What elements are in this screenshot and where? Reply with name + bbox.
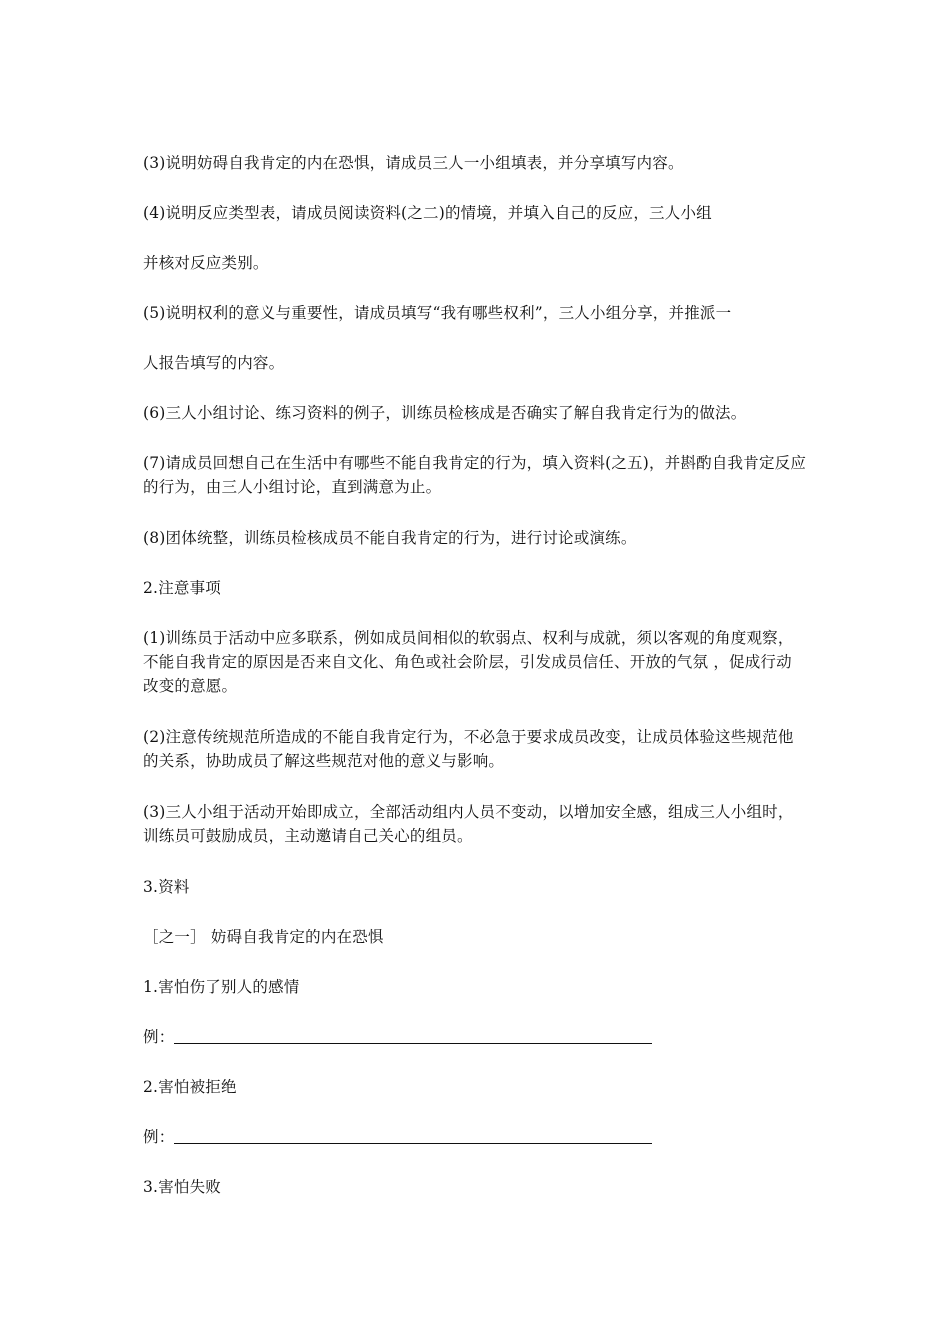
fear-item-1: 1.害怕伤了别人的感情 <box>143 978 300 996</box>
step-4-text-line1: (4)说明反应类型表，请成员阅读资料(之二)的情境，并填入自己的反应，三人小组 <box>143 204 712 222</box>
example-fill-blank-1[interactable] <box>174 1027 652 1044</box>
step-4-text-line2: 并核对反应类别。 <box>143 254 269 272</box>
step-3-text: (3)说明妨碍自我肯定的内在恐惧，请成员三人一小组填表，并分享填写内容。 <box>143 154 684 172</box>
fear-item-2: 2.害怕被拒绝 <box>143 1078 237 1096</box>
section-heading-materials: 3.资料 <box>143 878 190 896</box>
example-row-2 <box>143 1125 811 1149</box>
note-1-text: (1)训练员于活动中应多联系，例如成员间相似的软弱点、权利与成就，须以客观的角度观察，不能自我肯定的原因是否来自文化、角色或社会阶层，引发成员信任、开放的气氛 ，促成行动改变的意愿。 <box>143 629 794 695</box>
step-8-text: (8)团体统整，训练员检核成员不能自我肯定的行为，进行讨论或演练。 <box>143 529 637 547</box>
step-6-text: (6)三人小组讨论、练习资料的例子，训练员检核成是否确实了解自我肯定行为的做法。 <box>143 404 747 422</box>
example-label: 例： <box>143 1128 175 1146</box>
step-5-text-line1: (5)说明权利的意义与重要性，请成员填写“我有哪些权利”，三人小组分享，并推派一 <box>143 304 732 322</box>
step-5-text-line2: 人报告填写的内容。 <box>143 354 285 372</box>
section-heading-notes: 2.注意事项 <box>143 579 221 597</box>
example-label: 例： <box>143 1028 175 1046</box>
material-1-title: ［之一］ 妨碍自我肯定的内在恐惧 <box>143 928 384 946</box>
note-2-text: (2)注意传统规范所造成的不能自我肯定行为，不必急于要求成员改变，让成员体验这些规范他的关系，协助成员了解这些规范对他的意义与影响。 <box>143 728 794 770</box>
example-row-1 <box>143 1025 811 1049</box>
step-7-text: (7)请成员回想自己在生活中有哪些不能自我肯定的行为，填入资料(之五)，并斟酌自我肯定反应的行为，由三人小组讨论，直到满意为止。 <box>143 454 807 496</box>
fear-item-3: 3.害怕失败 <box>143 1178 221 1196</box>
example-fill-blank-2[interactable] <box>174 1127 652 1144</box>
note-3-text: (3)三人小组于活动开始即成立，全部活动组内人员不变动，以增加安全感，组成三人小组时，训练员可鼓励成员，主动邀请自己关心的组员。 <box>143 803 794 845</box>
